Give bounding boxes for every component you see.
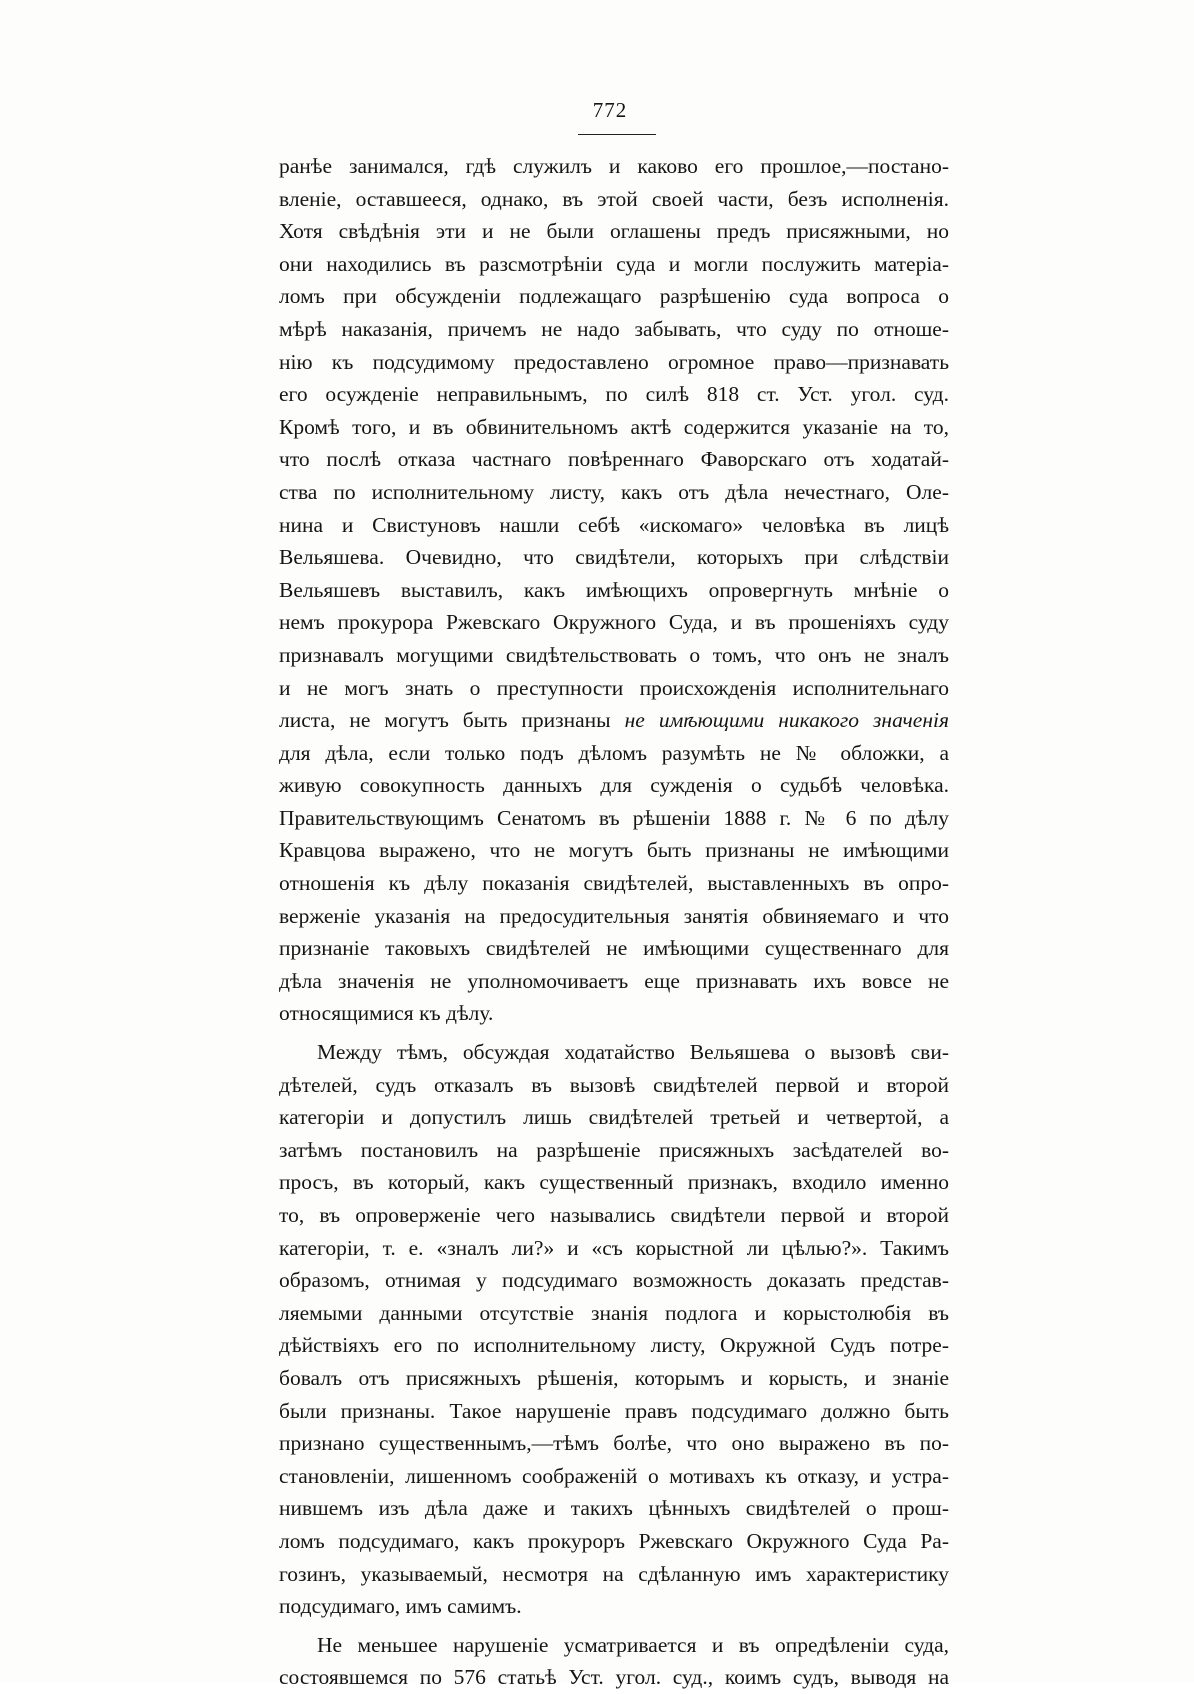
- text-line: отношенія къ дѣлу показанія свидѣтелей, выставленныхъ въ опро-: [279, 871, 949, 896]
- text-line: признано существеннымъ,—тѣмъ болѣе, что оно выражено въ по-: [279, 1431, 949, 1456]
- text-line: нина и Свистуновъ нашли себѣ «искомаго» человѣка въ лицѣ: [279, 512, 949, 537]
- text-line: Кравцова выражено, что не могутъ быть признаны не имѣющими: [279, 838, 949, 863]
- text-line: признаніе таковыхъ свидѣтелей не имѣющими существеннаго для: [279, 936, 949, 961]
- text-line: становленіи, лишенномъ соображеній о мотивахъ къ отказу, и устра-: [279, 1463, 949, 1488]
- text-line: Хотя свѣдѣнія эти и не были оглашены предъ присяжными, но: [279, 219, 949, 244]
- text-line: Правительствующимъ Сенатомъ въ рѣшеніи 1888 г. № 6 по дѣлу: [279, 805, 949, 830]
- text-line: вленіе, оставшееся, однако, въ этой своей части, безъ исполненія.: [279, 186, 949, 211]
- text-line: живую совокупность данныхъ для сужденія о судьбѣ человѣка.: [279, 773, 949, 798]
- page-number: 772: [592, 98, 628, 122]
- text-line: Между тѣмъ, обсуждая ходатайство Вельяшева о вызовѣ сви-: [317, 1040, 949, 1065]
- paragraph-2: [279, 1036, 949, 1623]
- text-line: относящимися къ дѣлу.: [279, 1001, 494, 1026]
- body-text: [279, 150, 949, 1694]
- paragraph-3: [279, 1629, 949, 1694]
- text-line: ломъ при обсужденіи подлежащаго разрѣшенію суда вопроса о: [279, 284, 949, 309]
- text-line: затѣмъ постановилъ на разрѣшеніе присяжныхъ засѣдателей во-: [279, 1137, 949, 1162]
- text-line: ства по исполнительному листу, какъ отъ дѣла нечестнаго, Оле-: [279, 479, 949, 504]
- text-line: они находились въ разсмотрѣніи суда и могли послужить матеріа-: [279, 251, 949, 276]
- text-line: мѣрѣ наказанія, причемъ не надо забывать, что суду по отноше-: [279, 316, 949, 341]
- text-line: ломъ подсудимаго, какъ прокуроръ Ржевскаго Окружного Суда Ра-: [279, 1528, 949, 1553]
- text-line: Не меньшее нарушеніе усматривается и въ опредѣленіи суда,: [317, 1632, 949, 1657]
- text-line: дѣтелей, судъ отказалъ въ вызовѣ свидѣтелей первой и второй: [279, 1072, 949, 1097]
- page-number-rule: [578, 134, 656, 135]
- text-line: признавалъ могущими свидѣтельствовать о томъ, что онъ не зналъ: [279, 642, 949, 667]
- text-line: ляемыми данными отсутствіе знанія подлога и корыстолюбія въ: [279, 1300, 949, 1325]
- text-line: просъ, въ который, какъ существенный признакъ, входило именно: [279, 1170, 949, 1195]
- italic-phrase: не имѣющими никакого значенія: [624, 708, 949, 733]
- text-line: и не могъ знать о преступности происхожденія исполнительнаго: [279, 675, 949, 700]
- text-line: Кромѣ того, и въ обвинительномъ актѣ содержится указаніе на то,: [279, 414, 949, 439]
- text-line: верженіе указанія на предосудительныя занятія обвиняемаго и что: [279, 903, 949, 928]
- text-line: были признаны. Такое нарушеніе правъ подсудимаго должно быть: [279, 1398, 949, 1423]
- text-line: категоріи и допустилъ лишь свидѣтелей третьей и четвертой, а: [279, 1105, 949, 1130]
- text-segment: листа, не могутъ быть признаны: [279, 708, 625, 733]
- text-line: бовалъ отъ присяжныхъ рѣшенія, которымъ и корысть, и знаніе: [279, 1365, 949, 1390]
- text-line: гозинъ, указываемый, несмотря на сдѣланную имъ характеристику: [279, 1561, 949, 1586]
- text-line: категоріи, т. е. «зналъ ли?» и «съ корыстной ли цѣлью?». Такимъ: [279, 1235, 949, 1260]
- paragraph-1: [279, 150, 949, 1030]
- text-line: состоявшемся по 576 статьѣ Уст. угол. суд., коимъ судъ, выводя на: [279, 1665, 949, 1690]
- text-line: что послѣ отказа частнаго повѣреннаго Фаворскаго отъ ходатай-: [279, 447, 949, 472]
- text-line: немъ прокурора Ржевскаго Окружного Суда, и въ прошеніяхъ суду: [279, 610, 949, 635]
- text-line: подсудимаго, имъ самимъ.: [279, 1594, 522, 1619]
- text-line: для дѣла, если только подъ дѣломъ разумѣть не № обложки, а: [279, 740, 949, 765]
- text-line: дѣйствіяхъ его по исполнительному листу, Окружной Судъ потре-: [279, 1333, 949, 1358]
- text-line: образомъ, отнимая у подсудимаго возможность доказать представ-: [279, 1268, 949, 1293]
- text-line: нившемъ изъ дѣла даже и такихъ цѣнныхъ свидѣтелей о прош-: [279, 1496, 949, 1521]
- text-line: его осужденіе неправильнымъ, по силѣ 818 ст. Уст. угол. суд.: [279, 382, 949, 407]
- text-line: Вельяшевъ выставилъ, какъ имѣющихъ опровергнуть мнѣніе о: [279, 577, 949, 602]
- text-line: дѣла значенія не уполномочиваетъ еще признавать ихъ вовсе не: [279, 968, 949, 993]
- text-line: то, въ опроверженіе чего назывались свидѣтели первой и второй: [279, 1203, 949, 1227]
- text-line: нію къ подсудимому предоставлено огромное право—признавать: [279, 349, 949, 374]
- text-line: Вельяшева. Очевидно, что свидѣтели, которыхъ при слѣдствіи: [279, 545, 949, 570]
- text-line-with-italic: [279, 704, 949, 737]
- text-line: ранѣе занимался, гдѣ служилъ и каково его прошлое,—постано-: [279, 154, 949, 178]
